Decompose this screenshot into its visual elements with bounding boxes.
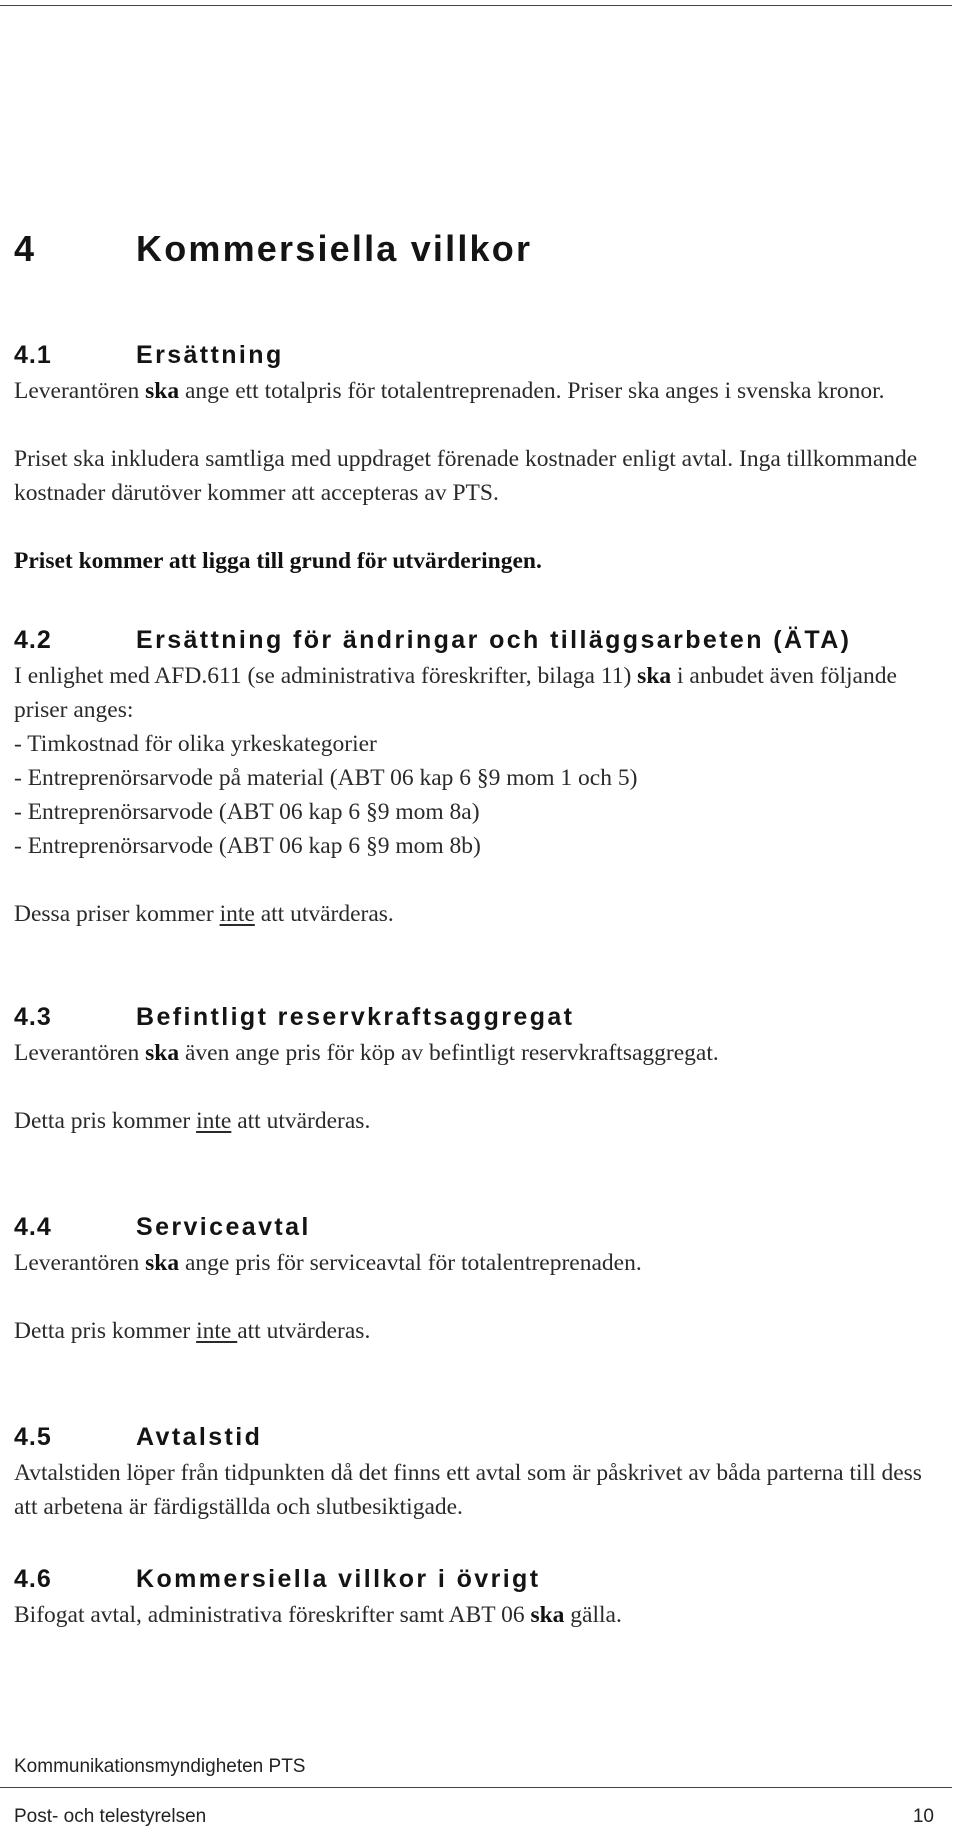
list-item: - Entreprenörsarvode (ABT 06 kap 6 §9 mom 8b) bbox=[14, 833, 481, 859]
paragraph: Avtalstiden löper från tidpunkten då det finns ett avtal som är påskrivet av båda parterna till dess att arbetena är färdigställda och slutbesiktigade. bbox=[14, 1460, 922, 1520]
section-4-5 bbox=[14, 1418, 944, 1524]
emphasis-ska: ska bbox=[637, 663, 672, 689]
section-number: 4.2 bbox=[14, 626, 52, 654]
section-heading bbox=[14, 998, 944, 1036]
page-number: 10 bbox=[912, 1806, 934, 1827]
list-item: - Entreprenörsarvode (ABT 06 kap 6 §9 mom 8a) bbox=[14, 799, 480, 825]
section-title: Kommersiella villkor i övrigt bbox=[136, 1565, 541, 1593]
paragraph: Bifogat avtal, administrativa föreskrifter samt ABT 06 ska gälla. bbox=[14, 1602, 622, 1628]
section-heading bbox=[14, 621, 944, 659]
footer-rule bbox=[0, 1787, 952, 1788]
list-item: - Timkostnad för olika yrkeskategorier bbox=[14, 731, 377, 757]
section-title: Avtalstid bbox=[136, 1423, 263, 1451]
paragraph: Detta pris kommer inte att utvärderas. bbox=[14, 1108, 371, 1134]
section-4-2 bbox=[14, 621, 944, 931]
paragraph: Dessa priser kommer inte att utvärderas. bbox=[14, 901, 394, 927]
emphasis-ska: ska bbox=[145, 1250, 180, 1276]
top-rule bbox=[0, 5, 952, 6]
emphasis-ska: ska bbox=[145, 378, 180, 404]
chapter-heading bbox=[14, 228, 532, 270]
paragraph: Leverantören ska ange ett totalpris för totalentreprenaden. Priser ska anges i svenska kronor. bbox=[14, 378, 885, 404]
underlined-inte: inte bbox=[196, 1318, 238, 1344]
section-4-3 bbox=[14, 998, 944, 1138]
emphasis-ska: ska bbox=[530, 1602, 565, 1628]
section-title: Serviceavtal bbox=[136, 1213, 311, 1241]
chapter-number: 4 bbox=[14, 228, 37, 269]
section-heading bbox=[14, 1418, 944, 1456]
chapter-title: Kommersiella villkor bbox=[136, 228, 533, 269]
section-number: 4.5 bbox=[14, 1423, 52, 1451]
section-number: 4.6 bbox=[14, 1565, 52, 1593]
section-4-4 bbox=[14, 1208, 944, 1348]
section-heading bbox=[14, 336, 944, 374]
emphasis-ska: ska bbox=[145, 1040, 180, 1066]
section-4-6 bbox=[14, 1560, 944, 1632]
section-4-1 bbox=[14, 336, 944, 578]
paragraph: Detta pris kommer inte att utvärderas. bbox=[14, 1318, 371, 1344]
underlined-inte: inte bbox=[219, 901, 255, 927]
paragraph: I enlighet med AFD.611 (se administrativa föreskrifter, bilaga 11) ska i anbudet även följande priser anges: bbox=[14, 663, 897, 723]
list-item: - Entreprenörsarvode på material (ABT 06 kap 6 §9 mom 1 och 5) bbox=[14, 765, 638, 791]
paragraph: Priset ska inkludera samtliga med uppdraget förenade kostnader enligt avtal. Inga tillkommande kostnader därutöver kommer att accepteras av PTS. bbox=[14, 446, 918, 506]
section-heading bbox=[14, 1208, 944, 1246]
section-number: 4.1 bbox=[14, 341, 52, 369]
paragraph: Leverantören ska även ange pris för köp av befintligt reservkraftsaggregat. bbox=[14, 1040, 719, 1066]
section-heading bbox=[14, 1560, 944, 1598]
bold-paragraph: Priset kommer att ligga till grund för utvärderingen. bbox=[14, 548, 542, 574]
underlined-inte: inte bbox=[196, 1108, 232, 1134]
section-title: Befintligt reservkraftsaggregat bbox=[136, 1003, 575, 1031]
section-title: Ersättning bbox=[136, 341, 284, 369]
section-number: 4.4 bbox=[14, 1213, 52, 1241]
footer-agency: Post- och telestyrelsen bbox=[14, 1806, 207, 1827]
paragraph: Leverantören ska ange pris för serviceavtal för totalentreprenaden. bbox=[14, 1250, 642, 1276]
section-title: Ersättning för ändringar och tilläggsarbeten (ÄTA) bbox=[136, 626, 852, 654]
footer-organization: Kommunikationsmyndigheten PTS bbox=[14, 1756, 306, 1777]
section-number: 4.3 bbox=[14, 1003, 52, 1031]
